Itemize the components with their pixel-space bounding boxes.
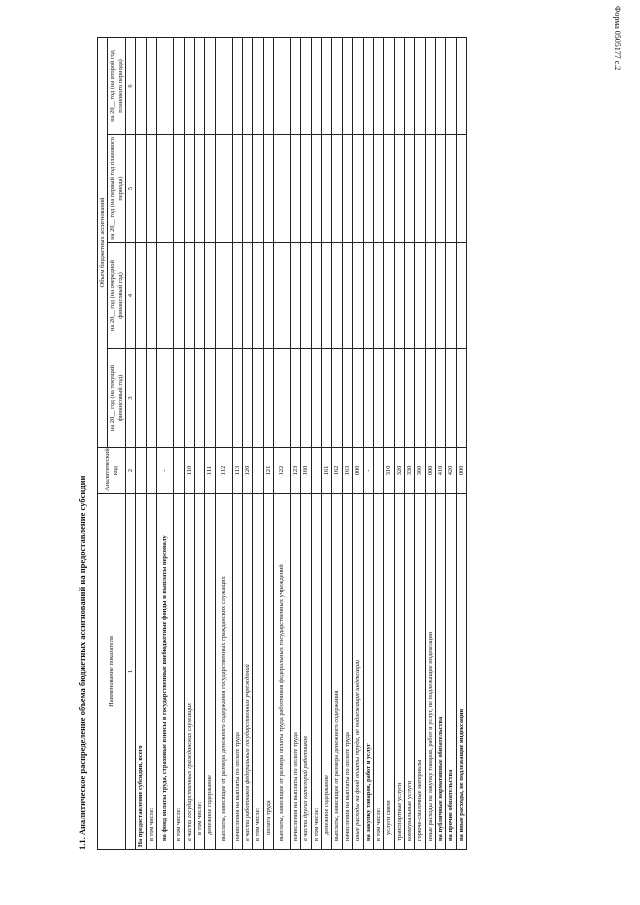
row-code <box>174 448 184 494</box>
table-row <box>394 37 404 849</box>
value-cell[interactable] <box>363 243 373 349</box>
value-cell[interactable] <box>436 349 446 448</box>
table-row <box>242 37 252 849</box>
value-cell[interactable] <box>394 243 404 349</box>
value-cell[interactable] <box>215 349 232 448</box>
value-cell[interactable] <box>253 37 263 134</box>
column-number: 1 <box>126 494 136 850</box>
value-cell[interactable] <box>205 349 215 448</box>
column-number: 5 <box>126 135 136 243</box>
row-label: денежное содержание <box>322 494 332 850</box>
value-cell[interactable] <box>253 135 263 243</box>
table-row <box>205 37 215 849</box>
row-label: на иные расходы, не подлежащие индексации <box>456 494 466 850</box>
value-cell[interactable] <box>384 243 394 349</box>
value-cell[interactable] <box>415 243 425 349</box>
row-label: на прочие обязательства <box>446 494 456 850</box>
row-code: 112 <box>215 448 232 494</box>
value-cell[interactable] <box>404 37 414 134</box>
header-col3: на 20__ год (на текущий финансовый год) <box>108 349 126 448</box>
row-code <box>253 448 263 494</box>
value-cell[interactable] <box>332 135 342 243</box>
value-cell[interactable] <box>415 37 425 134</box>
row-code: - <box>157 448 174 494</box>
value-cell[interactable] <box>436 243 446 349</box>
value-cell[interactable] <box>205 37 215 134</box>
header-budget-group: Объем бюджетных ассигнований <box>98 37 108 447</box>
row-code: 110 <box>184 448 194 494</box>
row-label: в том числе: <box>194 494 204 850</box>
row-label: на публичные нормативные обязательства <box>436 494 446 850</box>
value-cell[interactable] <box>136 349 146 448</box>
table-row <box>274 37 291 849</box>
value-cell[interactable] <box>194 135 204 243</box>
row-code: 163 <box>342 448 352 494</box>
value-cell[interactable] <box>404 135 414 243</box>
table-row <box>301 37 311 849</box>
value-cell[interactable] <box>184 37 194 134</box>
value-cell[interactable] <box>263 243 273 349</box>
budget-allocation-table <box>97 37 467 850</box>
column-number: 6 <box>126 37 136 134</box>
row-code: 420 <box>446 448 456 494</box>
value-cell[interactable] <box>322 37 332 134</box>
row-label: в части других категорий работников <box>301 494 311 850</box>
row-code: 320 <box>394 448 404 494</box>
table-row <box>332 37 342 849</box>
row-label: оплата труда <box>263 494 273 850</box>
value-cell[interactable] <box>311 37 321 134</box>
value-cell[interactable] <box>215 37 232 134</box>
value-cell[interactable] <box>274 135 291 243</box>
row-label: горюче-смазочные материалы <box>415 494 425 850</box>
value-cell[interactable] <box>353 349 363 448</box>
row-label: на закупку товаров, работ и услуг <box>363 494 373 850</box>
table-row <box>353 37 363 849</box>
value-cell[interactable] <box>215 243 232 349</box>
table-row <box>384 37 394 849</box>
table-row <box>436 37 446 849</box>
row-label: выплаты, зависящие от размера денежного содержания <box>332 494 342 850</box>
value-cell[interactable] <box>205 135 215 243</box>
value-cell[interactable] <box>456 135 466 243</box>
value-cell[interactable] <box>394 349 404 448</box>
row-label: начисления на выплаты по оплате труда <box>342 494 352 850</box>
row-code: 161 <box>322 448 332 494</box>
value-cell[interactable] <box>456 243 466 349</box>
value-cell[interactable] <box>425 37 435 134</box>
table-row <box>194 37 204 849</box>
value-cell[interactable] <box>311 135 321 243</box>
row-label: иные расходы на фонд оплаты труда, не подлежащие индексации <box>353 494 363 850</box>
row-label: в том числе: <box>146 494 156 850</box>
row-code: 122 <box>274 448 291 494</box>
value-cell[interactable] <box>342 243 352 349</box>
column-numbers-row <box>126 37 136 849</box>
value-cell[interactable] <box>205 243 215 349</box>
value-cell[interactable] <box>425 243 435 349</box>
row-code <box>136 448 146 494</box>
row-label: на фонд оплаты труда, страховые взносы в государственные внебюджетные фонды и выплаты персоналу <box>157 494 174 850</box>
table-row <box>253 37 263 849</box>
header-col4: на 20__ год (на очередной финансовый год) <box>108 243 126 349</box>
row-code <box>373 448 383 494</box>
value-cell[interactable] <box>232 243 242 349</box>
value-cell[interactable] <box>322 243 332 349</box>
value-cell[interactable] <box>291 37 301 134</box>
row-code: 360 <box>415 448 425 494</box>
value-cell[interactable] <box>184 243 194 349</box>
value-cell[interactable] <box>253 349 263 448</box>
value-cell[interactable] <box>146 349 156 448</box>
row-label: выплаты, зависящие от размера оплаты труда работников федеральных государственных учреждений <box>274 494 291 850</box>
value-cell[interactable] <box>384 349 394 448</box>
row-label: иные расходы на закупку товаров, работ и услуг, не подлежащие индексации <box>425 494 435 850</box>
row-code: 120 <box>242 448 252 494</box>
value-cell[interactable] <box>373 37 383 134</box>
value-cell[interactable] <box>332 349 342 448</box>
table-row <box>174 37 184 849</box>
table-body <box>136 37 467 849</box>
value-cell[interactable] <box>353 37 363 134</box>
row-code: 123 <box>291 448 301 494</box>
header-col5: на 20__ год (на первый год планового периода) <box>108 135 126 243</box>
value-cell[interactable] <box>263 349 273 448</box>
table-row <box>215 37 232 849</box>
value-cell[interactable] <box>157 37 174 134</box>
table-row <box>184 37 194 849</box>
table-row <box>291 37 301 849</box>
value-cell[interactable] <box>342 37 352 134</box>
value-cell[interactable] <box>301 243 311 349</box>
value-cell[interactable] <box>322 349 332 448</box>
value-cell[interactable] <box>242 243 252 349</box>
form-code: Форма 0505177 с.2 <box>613 6 622 71</box>
value-cell[interactable] <box>174 243 184 349</box>
value-cell[interactable] <box>242 349 252 448</box>
row-label: услуги связи <box>384 494 394 850</box>
row-label: в том числе: <box>253 494 263 850</box>
value-cell[interactable] <box>332 243 342 349</box>
value-cell[interactable] <box>242 135 252 243</box>
value-cell[interactable] <box>301 37 311 134</box>
value-cell[interactable] <box>373 243 383 349</box>
row-code: 000 <box>425 448 435 494</box>
table-row <box>415 37 425 849</box>
value-cell[interactable] <box>436 135 446 243</box>
value-cell[interactable] <box>446 349 456 448</box>
row-label: выплаты, зависящие от размера денежного содержания государственных гражданских служащих <box>215 494 232 850</box>
value-cell[interactable] <box>436 37 446 134</box>
row-code: - <box>363 448 373 494</box>
value-cell[interactable] <box>363 135 373 243</box>
value-cell[interactable] <box>446 37 456 134</box>
column-number: 3 <box>126 349 136 448</box>
value-cell[interactable] <box>174 37 184 134</box>
table-row <box>425 37 435 849</box>
value-cell[interactable] <box>274 243 291 349</box>
row-code: 113 <box>232 448 242 494</box>
value-cell[interactable] <box>232 37 242 134</box>
row-label: в части работников федеральных государственных учреждений <box>242 494 252 850</box>
value-cell[interactable] <box>404 349 414 448</box>
value-cell[interactable] <box>232 349 242 448</box>
value-cell[interactable] <box>446 135 456 243</box>
value-cell[interactable] <box>157 349 174 448</box>
value-cell[interactable] <box>157 243 174 349</box>
value-cell[interactable] <box>232 135 242 243</box>
table-row <box>136 37 146 849</box>
row-code: 310 <box>384 448 394 494</box>
value-cell[interactable] <box>404 243 414 349</box>
signature-mark <box>550 896 610 897</box>
value-cell[interactable] <box>184 349 194 448</box>
table-row <box>373 37 383 849</box>
table-row <box>146 37 156 849</box>
value-cell[interactable] <box>274 37 291 134</box>
value-cell[interactable] <box>363 37 373 134</box>
value-cell[interactable] <box>194 349 204 448</box>
column-number: 2 <box>126 448 136 494</box>
value-cell[interactable] <box>363 349 373 448</box>
value-cell[interactable] <box>373 349 383 448</box>
row-code: 162 <box>332 448 342 494</box>
table-row <box>404 37 414 849</box>
value-cell[interactable] <box>353 243 363 349</box>
value-cell[interactable] <box>415 135 425 243</box>
value-cell[interactable] <box>353 135 363 243</box>
header-col6: на 20__ год (на второй год планового периода) <box>108 37 126 134</box>
value-cell[interactable] <box>291 349 301 448</box>
row-label: в том числе: <box>311 494 321 850</box>
row-code: 000 <box>456 448 466 494</box>
row-label: в том числе: <box>174 494 184 850</box>
row-label: в части государственных гражданских служащих <box>184 494 194 850</box>
value-cell[interactable] <box>425 135 435 243</box>
value-cell[interactable] <box>157 135 174 243</box>
table-row <box>311 37 321 849</box>
row-label: начисления на выплаты по оплате труда <box>232 494 242 850</box>
row-label: транспортные услуги <box>394 494 404 850</box>
header-code: Аналитический код <box>98 448 126 494</box>
table-row <box>232 37 242 849</box>
row-code: 160 <box>301 448 311 494</box>
row-code: 111 <box>205 448 215 494</box>
rotated-page <box>71 30 571 850</box>
value-cell[interactable] <box>415 349 425 448</box>
row-code: 410 <box>436 448 446 494</box>
value-cell[interactable] <box>291 135 301 243</box>
value-cell[interactable] <box>146 37 156 134</box>
row-label: коммунальные услуги <box>404 494 414 850</box>
value-cell[interactable] <box>301 135 311 243</box>
value-cell[interactable] <box>373 135 383 243</box>
value-cell[interactable] <box>456 349 466 448</box>
value-cell[interactable] <box>394 37 404 134</box>
table-row <box>363 37 373 849</box>
value-cell[interactable] <box>342 135 352 243</box>
table-row <box>263 37 273 849</box>
value-cell[interactable] <box>263 37 273 134</box>
value-cell[interactable] <box>194 243 204 349</box>
value-cell[interactable] <box>136 37 146 134</box>
value-cell[interactable] <box>174 135 184 243</box>
value-cell[interactable] <box>332 37 342 134</box>
value-cell[interactable] <box>384 135 394 243</box>
value-cell[interactable] <box>322 135 332 243</box>
value-cell[interactable] <box>136 243 146 349</box>
value-cell[interactable] <box>146 135 156 243</box>
column-number: 4 <box>126 243 136 349</box>
value-cell[interactable] <box>456 37 466 134</box>
row-code <box>146 448 156 494</box>
value-cell[interactable] <box>311 349 321 448</box>
table-row <box>342 37 352 849</box>
value-cell[interactable] <box>146 243 156 349</box>
table-row <box>456 37 466 849</box>
value-cell[interactable] <box>425 349 435 448</box>
value-cell[interactable] <box>184 135 194 243</box>
row-label: начисления на выплаты по оплате труда <box>291 494 301 850</box>
row-label: в том числе: <box>373 494 383 850</box>
header-name: Наименование показателя <box>98 494 126 850</box>
value-cell[interactable] <box>274 349 291 448</box>
row-code: 000 <box>353 448 363 494</box>
table-row <box>446 37 456 849</box>
value-cell[interactable] <box>253 243 263 349</box>
value-cell[interactable] <box>215 135 232 243</box>
table-row <box>157 37 174 849</box>
row-code <box>311 448 321 494</box>
value-cell[interactable] <box>384 37 394 134</box>
value-cell[interactable] <box>291 243 301 349</box>
section-title: 1.1. Аналитическое распределение объема бюджетных ассигнований на предоставление субсидии <box>77 475 87 850</box>
row-label: На предоставление субсидии, всего <box>136 494 146 850</box>
row-code <box>194 448 204 494</box>
value-cell[interactable] <box>194 37 204 134</box>
table-row <box>322 37 332 849</box>
value-cell[interactable] <box>242 37 252 134</box>
row-code: 121 <box>263 448 273 494</box>
value-cell[interactable] <box>394 135 404 243</box>
value-cell[interactable] <box>311 243 321 349</box>
value-cell[interactable] <box>136 135 146 243</box>
value-cell[interactable] <box>263 135 273 243</box>
value-cell[interactable] <box>301 349 311 448</box>
value-cell[interactable] <box>342 349 352 448</box>
row-label: денежное содержание <box>205 494 215 850</box>
value-cell[interactable] <box>446 243 456 349</box>
row-code: 330 <box>404 448 414 494</box>
value-cell[interactable] <box>174 349 184 448</box>
